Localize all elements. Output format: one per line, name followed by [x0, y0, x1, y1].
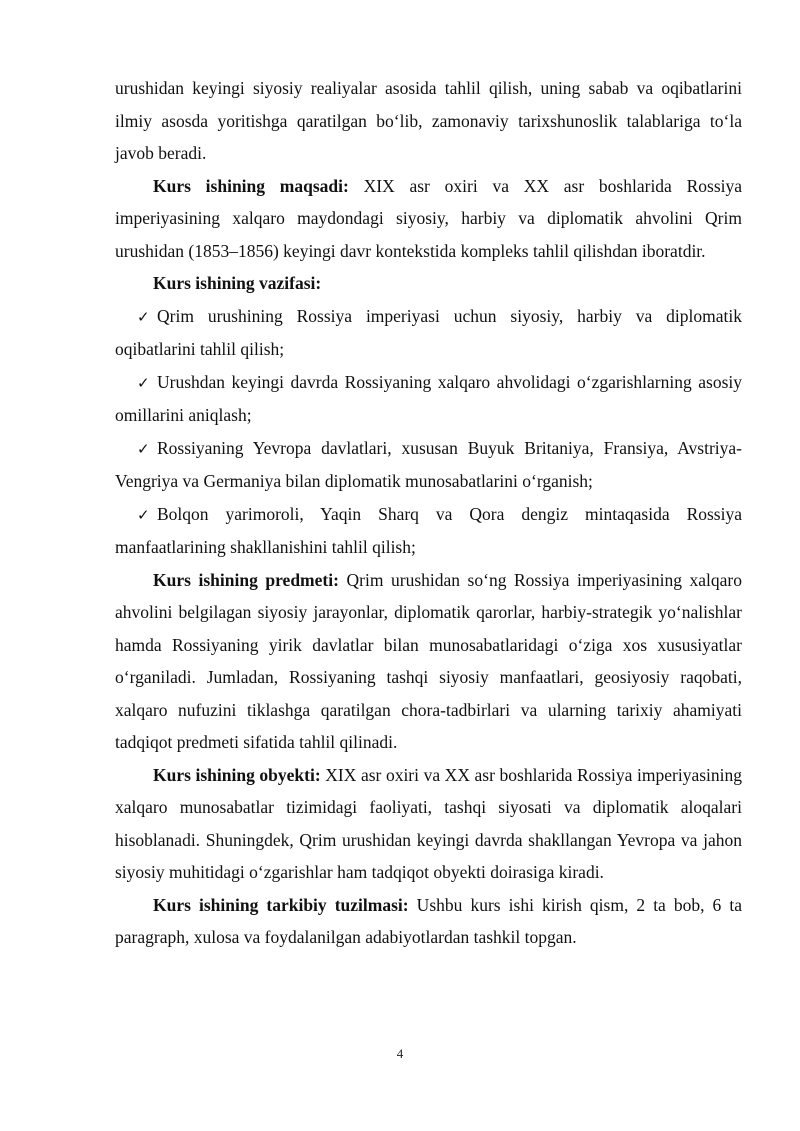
predmet-paragraph: [115, 564, 742, 759]
vazifa-item-text: Qrim urushining Rossiya imperiyasi uchun siyosiy, harbiy va diplomatik oqibatlarini tahlil qilish;: [115, 305, 742, 359]
tuzilma-paragraph: [115, 889, 742, 954]
checkmark-icon: ✓: [137, 439, 150, 458]
vazifa-item-2: [115, 366, 742, 432]
checkmark-icon: ✓: [137, 307, 150, 326]
vazifa-item-text: Bolqon yarimoroli, Yaqin Sharq va Qora dengiz mintaqasida Rossiya manfaatlarining shakllanishini tahlil qilish;: [115, 503, 742, 557]
vazifa-item-3: [115, 432, 742, 498]
maqsad-text: XIX asr oxiri va XX asr boshlarida Rossiya imperiyasining xalqaro maydondagi siyosiy, harbiy va diplomatik ahvolini Qrim urushidan (1853–1856) keyingi davr kontekstida kompleks tahlil qilishdan iboratdir.: [115, 175, 743, 261]
predmet-text: Qrim urushidan so‘ng Rossiya imperiyasining xalqaro ahvolini belgilagan siyosiy jarayonlar, diplomatik qarorlar, harbiy-strategik yo‘nalishlar hamda Rossiyaning yirik davlatlar bilan munosabatlaridagi o‘ziga xos xususiyatlar o‘rganiladi. Jumladan, Rossiyaning tashqi siyosiy manfaatlari, geosiyosiy raqobati, xalqaro nufuzini tiklashga qaratilgan chora-tadbirlari va ularning tarixiy ahamiyati tadqiqot predmeti sifatida tahlil qilinadi.: [115, 569, 742, 752]
page-number: 4: [396, 1046, 404, 1061]
checkmark-icon: ✓: [137, 505, 150, 524]
vazifa-heading: [115, 267, 742, 300]
predmet-label: Kurs ishining predmeti:: [153, 569, 339, 590]
vazifa-item-4: [115, 498, 742, 564]
obyekt-text: XIX asr oxiri va XX asr boshlarida Rossiya imperiyasining xalqaro munosabatlar tizimidagi faoliyati, tashqi siyosati va diplomatik aloqalari hisoblanadi. Shuningdek, Qrim urushidan keyingi davrda shakllangan Yevropa va jahon siyosiy muhitidagi o‘zgarishlar ham tadqiqot obyekti doirasiga kiradi.: [115, 764, 742, 882]
document-page: [115, 72, 742, 954]
tuzilma-text: Ushbu kurs ishi kirish qism, 2 ta bob, 6 ta paragraph, xulosa va foydalanilgan adabiyotlardan tashkil topgan.: [115, 894, 743, 947]
maqsad-label: Kurs ishining maqsadi:: [153, 175, 349, 196]
obyekt-paragraph: [115, 759, 742, 889]
checkmark-icon: ✓: [137, 373, 150, 392]
tuzilma-label: Kurs ishining tarkibiy tuzilmasi:: [153, 894, 409, 915]
maqsad-paragraph: [115, 170, 742, 268]
vazifa-item-text: Rossiyaning Yevropa davlatlari, xususan Buyuk Britaniya, Fransiya, Avstriya-Vengriya va Germaniya bilan diplomatik munosabatlarini o‘rganish;: [115, 437, 742, 491]
vazifa-item-text: Urushdan keyingi davrda Rossiyaning xalqaro ahvolidagi o‘zgarishlarning asosiy omillarini aniqlash;: [115, 371, 742, 425]
vazifa-label: Kurs ishining vazifasi:: [153, 273, 322, 293]
obyekt-label: Kurs ishining obyekti:: [153, 764, 321, 785]
vazifa-item-1: [115, 300, 742, 366]
intro-continuation-paragraph: urushidan keyingi siyosiy realiyalar asosida tahlil qilish, uning sabab va oqibatlarini ilmiy asosda yoritishga qaratilgan bo‘lib, zamonaviy tarixshunoslik talablariga to‘la javob beradi.: [115, 78, 742, 163]
